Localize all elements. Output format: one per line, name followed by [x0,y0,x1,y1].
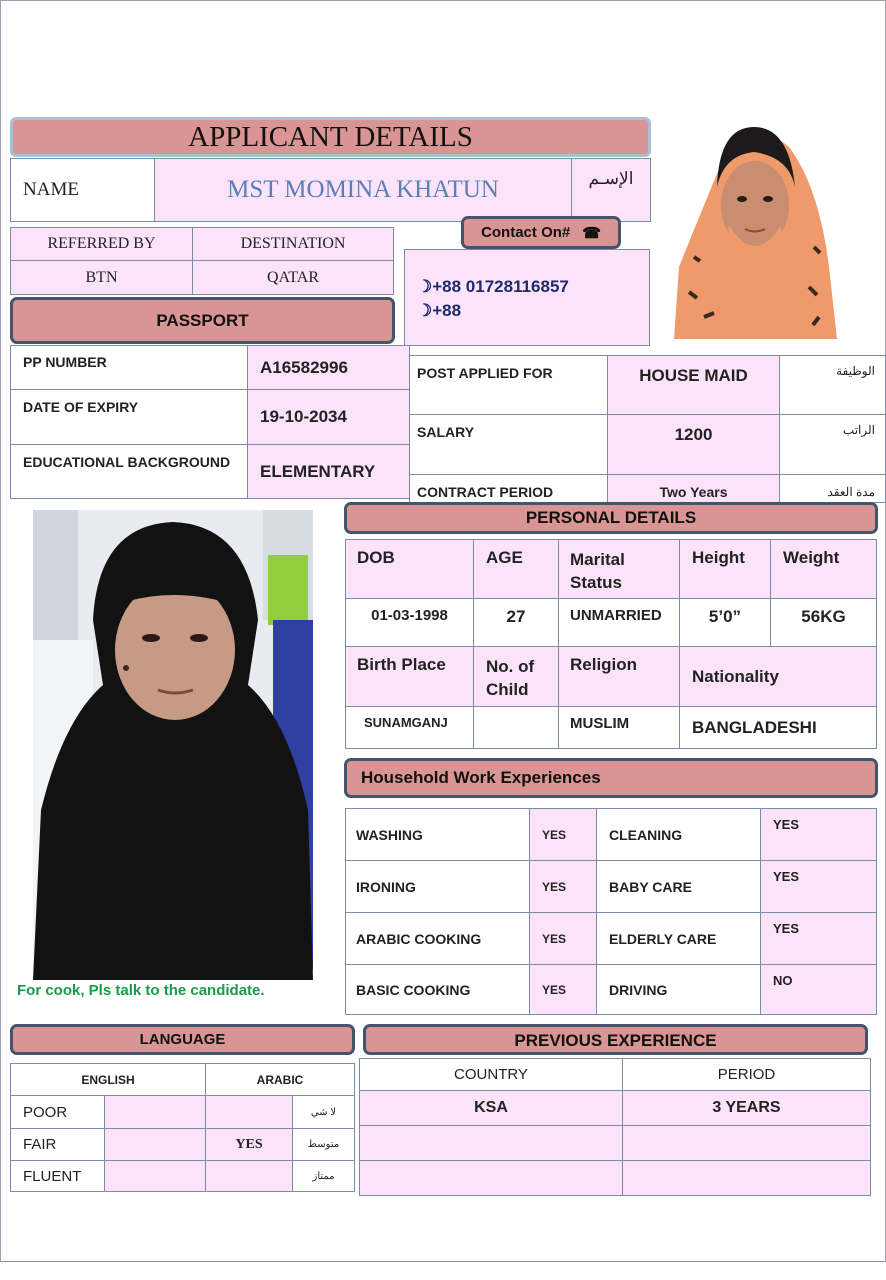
pp-number-value: A16582996 [247,345,410,390]
english-level-value [104,1095,206,1129]
household-value: NO [760,964,877,1015]
destination-label: DESTINATION [192,227,394,261]
english-level-value [104,1160,206,1192]
contract-value: Two Years [607,474,780,503]
applicant-full-photo [33,510,313,980]
language-level: POOR [10,1095,105,1129]
weight-label: Weight [770,539,877,599]
phone-1: ☽+88 01728116857 [417,277,569,296]
referred-by-label: REFERRED BY [10,227,193,261]
period-column-label: PERIOD [622,1058,871,1091]
height-value: 5’0” [679,598,771,647]
household-value: YES [529,808,597,861]
children-value [473,706,559,749]
arabic-level-value [205,1095,293,1129]
contact-header [461,216,621,249]
experience-country: KSA [359,1090,623,1126]
education-label: EDUCATIONAL BACKGROUND [10,444,248,499]
age-value: 27 [473,598,559,647]
expiry-label: DATE OF EXPIRY [10,389,248,445]
household-value: YES [529,912,597,965]
children-label: No. of Child [473,646,559,707]
height-label: Height [679,539,771,599]
phone-2: ☽+88 [417,301,462,320]
marital-value: UNMARRIED [558,598,680,647]
household-item: IRONING [345,860,530,913]
language-level: FLUENT [10,1160,105,1192]
pp-number-label: PP NUMBER [10,345,248,390]
applicant-name: MST MOMINA KHATUN [154,158,572,222]
phone-line-icon: ☽ [417,277,433,296]
experience-period: 3 YEARS [622,1090,871,1126]
salary-arabic-label: الراتب [779,414,886,475]
post-value: HOUSE MAID [607,355,780,415]
education-value: ELEMENTARY [247,444,410,499]
nationality-label: Nationality [679,646,877,707]
destination-value: QATAR [192,260,394,295]
household-value: YES [529,964,597,1015]
household-item: BABY CARE [596,860,761,913]
country-column-label: COUNTRY [359,1058,623,1091]
household-value: YES [529,860,597,913]
contact-box [404,249,650,346]
contract-arabic-label: مدة العقد [779,474,886,503]
english-level-value [104,1128,206,1161]
contact-label: Contact On# [481,224,571,241]
household-item: WASHING [345,808,530,861]
household-item: DRIVING [596,964,761,1015]
experience-country [359,1125,623,1161]
household-item: ELDERLY CARE [596,912,761,965]
marital-label: Marital Status [558,539,680,599]
religion-label: Religion [558,646,680,707]
phone-icon: ☎ [582,224,601,242]
household-item: BASIC COOKING [345,964,530,1015]
birthplace-value: SUNAMGANJ [345,706,474,749]
salary-value: 1200 [607,414,780,475]
language-level-arabic: لا شي [292,1095,355,1129]
post-label: POST APPLIED FOR [409,355,608,415]
household-value: YES [760,860,877,913]
household-item: ARABIC COOKING [345,912,530,965]
household-value: YES [760,912,877,965]
applicant-portrait-photo [669,117,838,339]
language-level-arabic: متوسط [292,1128,355,1161]
language-level: FAIR [10,1128,105,1161]
personal-details-header: PERSONAL DETAILS [344,502,878,534]
experience-country [359,1160,623,1196]
household-header: Household Work Experiences [344,758,878,798]
language-header: LANGUAGE [10,1024,355,1055]
dob-value: 01-03-1998 [345,598,474,647]
english-column-label: ENGLISH [10,1063,206,1096]
contract-label: CONTRACT PERIOD [409,474,608,503]
nationality-value: BANGLADESHI [679,706,877,749]
name-label: NAME [10,158,155,222]
arabic-level-value [205,1160,293,1192]
previous-experience-header: PREVIOUS EXPERIENCE [363,1024,868,1055]
salary-label: SALARY [409,414,608,475]
expiry-value: 19-10-2034 [247,389,410,445]
phone-line-icon: ☽ [417,301,433,320]
cook-note: For cook, Pls talk to the candidate. [17,982,265,999]
experience-period [622,1160,871,1196]
arabic-level-value: YES [205,1128,293,1161]
household-value: YES [760,808,877,861]
referred-by-value: BTN [10,260,193,295]
household-item: CLEANING [596,808,761,861]
weight-value: 56KG [770,598,877,647]
religion-value: MUSLIM [558,706,680,749]
age-label: AGE [473,539,559,599]
post-arabic-label: الوظيفة [779,355,886,415]
passport-header: PASSPORT [10,297,395,344]
page-title: APPLICANT DETAILS [10,117,651,157]
language-level-arabic: ممتاز [292,1160,355,1192]
arabic-column-label: ARABIC [205,1063,355,1096]
experience-period [622,1125,871,1161]
dob-label: DOB [345,539,474,599]
birthplace-label: Birth Place [345,646,474,707]
name-arabic-label: الإسـم [571,158,651,222]
